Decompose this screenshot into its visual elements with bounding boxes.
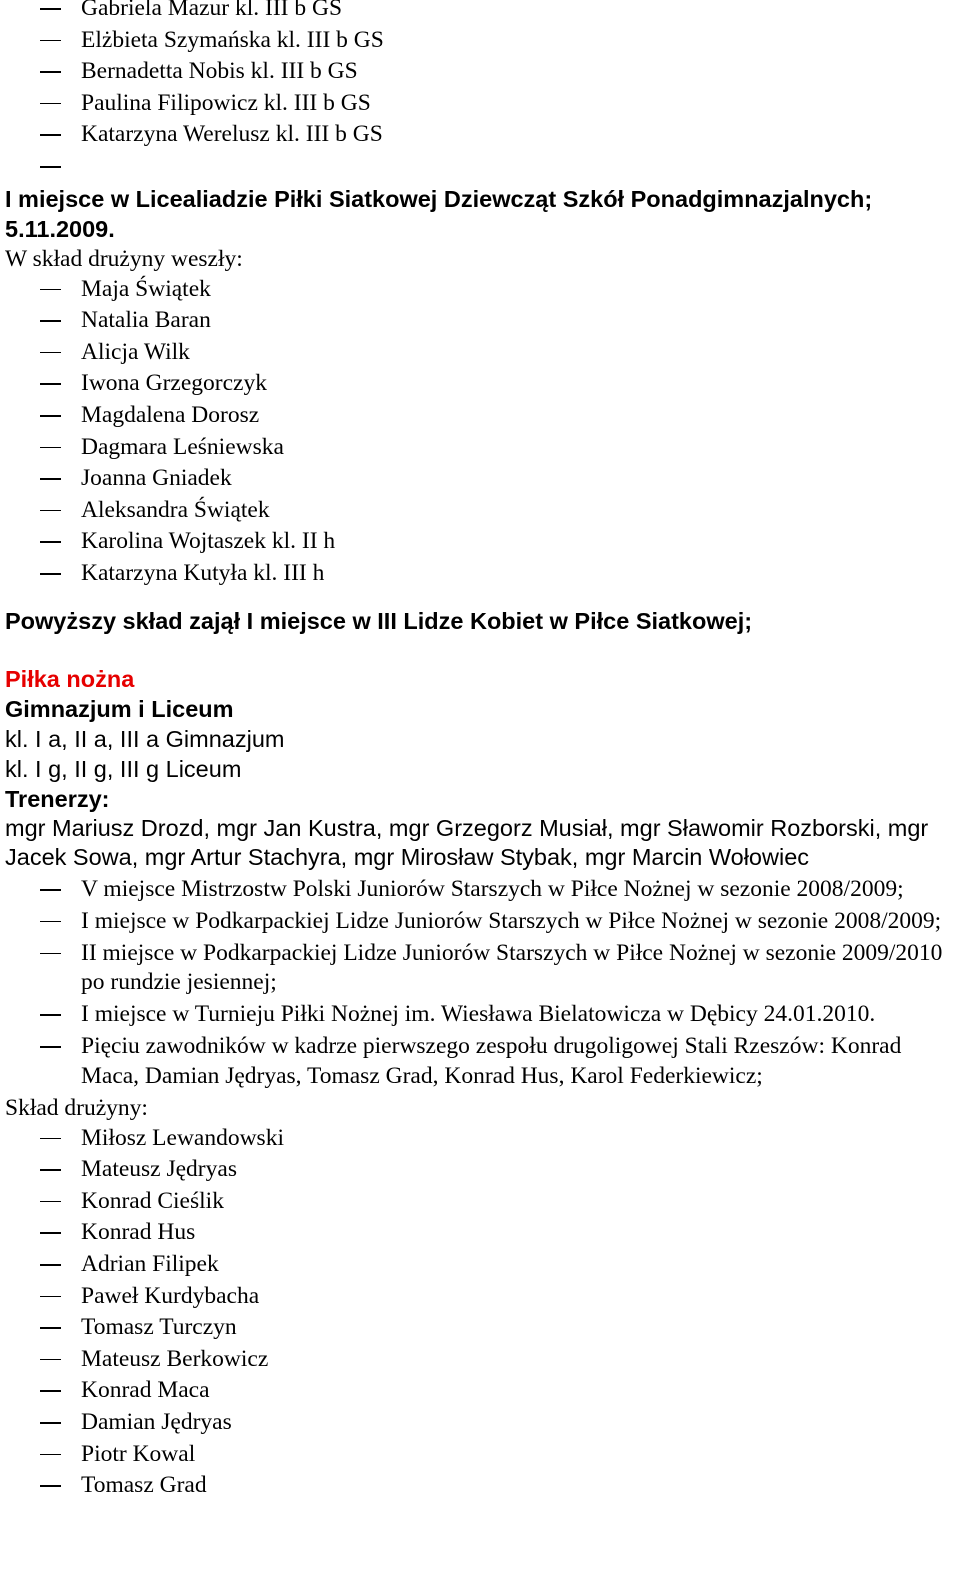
list-item: Joanna Gniadek <box>0 463 960 495</box>
list-item: Katarzyna Kutyła kl. III h <box>0 558 960 590</box>
coaches-text: mgr Mariusz Drozd, mgr Jan Kustra, mgr Grzegorz Musiał, mgr Sławomir Rozborski, mgr Jacek Sowa, mgr Artur Stachyra, mgr Mirosław Stybak, mgr Marcin Wołowiec <box>5 814 929 871</box>
top-name-list <box>0 0 960 183</box>
dash-bullet <box>40 1014 61 1016</box>
football-school: Gimnazjum i Liceum <box>5 695 234 722</box>
dash-bullet <box>40 1046 61 1048</box>
football-classes-gym: kl. I a, II a, III a Gimnazjum <box>5 725 285 752</box>
list-item: Gabriela Mazur kl. III b GS <box>0 0 960 25</box>
list-item: Miłosz Lewandowski <box>0 1123 960 1155</box>
dash-bullet <box>40 352 61 354</box>
list-item: Maja Świątek <box>0 274 960 306</box>
list-item: Piotr Kowal <box>0 1439 960 1471</box>
list-item-empty <box>0 151 960 183</box>
list-item: Mateusz Jędryas <box>0 1154 960 1186</box>
dash-bullet <box>40 103 61 105</box>
volleyball-team-list <box>0 274 960 590</box>
dash-bullet <box>40 71 61 73</box>
list-item: Damian Jędryas <box>0 1407 960 1439</box>
list-item: Magdalena Dorosz <box>0 400 960 432</box>
dash-bullet <box>40 134 61 136</box>
dash-bullet <box>40 415 61 417</box>
list-item: Alicja Wilk <box>0 337 960 369</box>
dash-bullet <box>40 383 61 385</box>
volleyball-heading: I miejsce w Licealiadzie Piłki Siatkowej Dziewcząt Szkół Ponadgimnazjalnych; <box>5 185 873 212</box>
football-classes-lic: kl. I g, II g, III g Liceum <box>5 755 242 782</box>
list-item: Iwona Grzegorczyk <box>0 368 960 400</box>
list-item: Elżbieta Szymańska kl. III b GS <box>0 25 960 57</box>
dash-bullet <box>40 1327 61 1329</box>
list-item: Bernadetta Nobis kl. III b GS <box>0 56 960 88</box>
list-item: II miejsce w Podkarpackiej Lidze Juniorów Starszych w Piłce Nożnej w sezonie 2009/2010 po rundzie jesiennej; <box>0 938 960 1000</box>
dash-bullet <box>40 447 61 449</box>
dash-bullet <box>40 510 61 512</box>
list-item: Tomasz Turczyn <box>0 1312 960 1344</box>
list-item: Karolina Wojtaszek kl. II h <box>0 526 960 558</box>
dash-bullet <box>40 8 61 10</box>
list-item: Pięciu zawodników w kadrze pierwszego zespołu drugoligowej Stali Rzeszów: Konrad Maca, Damian Jędryas, Tomasz Grad, Konrad Hus, Karol Federkiewicz; <box>0 1031 960 1093</box>
list-item: Konrad Hus <box>0 1217 960 1249</box>
dash-bullet <box>40 320 61 322</box>
football-team-intro: Skład drużyny: <box>5 1094 148 1121</box>
list-item: Natalia Baran <box>0 305 960 337</box>
list-item: I miejsce w Turnieju Piłki Nożnej im. Wiesława Bielatowicza w Dębicy 24.01.2010. <box>0 999 960 1031</box>
dash-bullet <box>40 1201 61 1203</box>
dash-bullet <box>40 953 61 955</box>
list-item: Paulina Filipowicz kl. III b GS <box>0 88 960 120</box>
list-item: Paweł Kurdybacha <box>0 1281 960 1313</box>
coaches-label: Trenerzy: <box>5 785 110 812</box>
dash-bullet <box>40 1169 61 1171</box>
dash-bullet <box>40 289 61 291</box>
list-item: V miejsce Mistrzostw Polski Juniorów Starszych w Piłce Nożnej w sezonie 2008/2009; <box>0 874 960 906</box>
dash-bullet <box>40 1454 61 1456</box>
dash-bullet <box>40 40 61 42</box>
list-item: Konrad Cieślik <box>0 1186 960 1218</box>
football-section-title: Piłka nożna <box>5 665 135 692</box>
spacer <box>0 636 960 664</box>
dash-bullet <box>40 1232 61 1234</box>
dash-bullet <box>40 1422 61 1424</box>
dash-bullet <box>40 1485 61 1487</box>
dash-bullet <box>40 541 61 543</box>
dash-bullet <box>40 921 61 923</box>
dash-bullet <box>40 1138 61 1140</box>
dash-bullet <box>40 889 61 891</box>
list-item: Tomasz Grad <box>0 1470 960 1502</box>
volleyball-team-intro: W skład drużyny weszły: <box>5 245 243 272</box>
dash-bullet <box>40 478 61 480</box>
list-item: Mateusz Berkowicz <box>0 1344 960 1376</box>
list-item: I miejsce w Podkarpackiej Lidze Juniorów Starszych w Piłce Nożnej w sezonie 2008/2009; <box>0 906 960 938</box>
list-item: Adrian Filipek <box>0 1249 960 1281</box>
dash-bullet <box>40 1296 61 1298</box>
list-item: Katarzyna Werelusz kl. III b GS <box>0 119 960 151</box>
dash-bullet <box>40 1264 61 1266</box>
dash-bullet <box>40 166 61 168</box>
football-team-list <box>0 1123 960 1502</box>
dash-bullet <box>40 1359 61 1361</box>
football-achievements-list <box>0 874 960 1093</box>
list-item: Konrad Maca <box>0 1375 960 1407</box>
volleyball-summary: Powyższy skład zajął I miejsce w III Lidze Kobiet w Piłce Siatkowej; <box>5 607 753 634</box>
volleyball-date: 5.11.2009. <box>5 215 115 242</box>
dash-bullet <box>40 573 61 575</box>
list-item: Dagmara Leśniewska <box>0 432 960 464</box>
spacer <box>0 590 960 606</box>
dash-bullet <box>40 1390 61 1392</box>
list-item: Aleksandra Świątek <box>0 495 960 527</box>
